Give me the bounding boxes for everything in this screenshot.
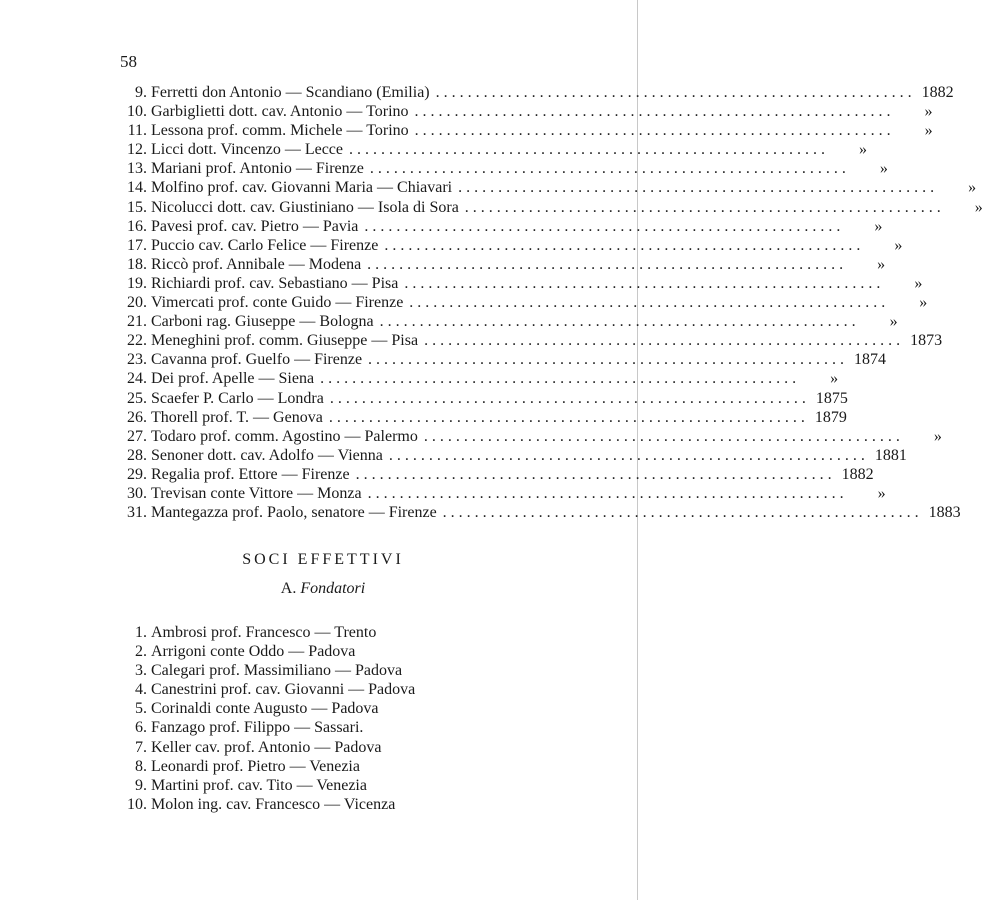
list-item — [100, 274, 923, 293]
member-entry: Calegari prof. Massimiliano — Padova — [151, 662, 403, 680]
founders-list — [100, 623, 560, 814]
list-item — [100, 757, 560, 776]
admission-year: 1883 — [928, 504, 961, 522]
member-entry: Senoner dott. cav. Adolfo — Vienna — [151, 446, 383, 464]
dot-leader: ............................................................ — [414, 122, 895, 140]
item-number: 31. — [127, 504, 147, 522]
item-number: 12. — [127, 141, 147, 159]
member-entry: Todaro prof. comm. Agostino — Palermo — [151, 427, 418, 445]
member-entry: Keller cav. prof. Antonio — Padova — [151, 738, 382, 756]
item-number: 22. — [127, 332, 147, 350]
list-item — [100, 623, 560, 642]
admission-year: » — [889, 313, 898, 331]
member-entry: Pavesi prof. cav. Pietro — Pavia — [151, 217, 359, 235]
member-entry: Martini prof. cav. Tito — Venezia — [151, 776, 367, 794]
list-item — [100, 699, 560, 718]
item-number: 9. — [135, 776, 147, 794]
item-number: 28. — [127, 446, 147, 464]
item-number: 10. — [127, 103, 147, 121]
admission-year: » — [874, 217, 883, 235]
dot-leader: ............................................................ — [369, 160, 850, 178]
admission-year: » — [919, 294, 928, 312]
list-item — [100, 121, 933, 140]
member-entry: Fanzago prof. Filippo — Sassari. — [151, 719, 364, 737]
dot-leader: ............................................................ — [414, 103, 895, 121]
item-number: 29. — [127, 465, 147, 483]
dot-leader: ............................................................ — [355, 465, 836, 483]
admission-year: » — [877, 484, 886, 502]
list-item — [100, 255, 886, 274]
subsection-name: Fondatori — [300, 580, 366, 597]
item-number: 14. — [127, 179, 147, 197]
list-item — [100, 503, 961, 522]
dot-leader: ............................................................ — [367, 255, 848, 273]
section-title: SOCI EFFETTIVI — [242, 551, 404, 568]
item-number: 1. — [135, 624, 147, 641]
list-item — [100, 408, 847, 427]
dot-leader: ............................................................ — [384, 236, 865, 254]
member-entry: Nicolucci dott. cav. Giustiniano — Isola di Sora — [151, 198, 459, 216]
dot-leader: ............................................................ — [409, 294, 890, 312]
admission-year: » — [974, 198, 983, 216]
item-number: 27. — [127, 427, 147, 445]
item-number: 6. — [135, 719, 147, 737]
dot-leader: ............................................................ — [320, 370, 801, 388]
member-entry: Mariani prof. Antonio — Firenze — [151, 160, 364, 178]
item-number: 23. — [127, 351, 147, 369]
subsection-letter: A. — [280, 580, 297, 597]
item-number: 13. — [127, 160, 147, 178]
item-number: 7. — [135, 738, 147, 756]
member-entry: Canestrini prof. cav. Giovanni — Padova — [151, 681, 416, 699]
member-entry: Molon ing. cav. Francesco — Vicenza — [151, 795, 396, 813]
item-number: 2. — [135, 643, 147, 661]
member-entry: Thorell prof. T. — Genova — [151, 408, 323, 426]
member-entry: Regalia prof. Ettore — Firenze — [151, 465, 350, 483]
item-number: 5. — [135, 700, 147, 718]
list-item — [100, 795, 560, 814]
admission-year: » — [879, 160, 888, 178]
dot-leader: ............................................................ — [379, 313, 860, 331]
admission-year: » — [933, 427, 942, 445]
admission-year: » — [924, 122, 933, 140]
member-entry: Leonardi prof. Pietro — Venezia — [151, 757, 360, 775]
dot-leader: ............................................................ — [368, 351, 849, 369]
admission-year: 1875 — [815, 389, 848, 407]
list-item — [100, 661, 560, 680]
item-number: 20. — [127, 294, 147, 312]
member-entry: Riccò prof. Annibale — Modena — [151, 255, 362, 273]
subsection-title — [0, 580, 646, 598]
member-entry: Corinaldi conte Augusto — Padova — [151, 700, 379, 718]
admission-year: 1882 — [841, 465, 874, 483]
admission-year: 1882 — [921, 84, 954, 101]
list-item — [100, 465, 874, 484]
list-item — [100, 140, 867, 159]
admission-year: » — [877, 255, 886, 273]
dot-leader: ............................................................ — [404, 274, 885, 292]
member-entry: Lessona prof. comm. Michele — Torino — [151, 122, 409, 140]
list-item — [100, 738, 560, 757]
item-number: 15. — [127, 198, 147, 216]
item-number: 4. — [135, 681, 147, 699]
member-entry: Carboni rag. Giuseppe — Bologna — [151, 313, 374, 331]
item-number: 25. — [127, 389, 147, 407]
dot-leader: ............................................................ — [329, 389, 810, 407]
admission-year: 1874 — [854, 351, 887, 369]
member-entry: Arrigoni conte Oddo — Padova — [151, 643, 356, 661]
dot-leader: ............................................................ — [364, 217, 845, 235]
list-item — [100, 198, 983, 217]
dot-leader: ............................................................ — [458, 179, 939, 197]
list-item — [100, 427, 942, 446]
list-item — [100, 102, 933, 121]
honorary-members-list — [100, 83, 983, 522]
member-entry: Scaefer P. Carlo — Londra — [151, 389, 324, 407]
dot-leader: ............................................................ — [349, 141, 829, 159]
member-entry: Licci dott. Vincenzo — Lecce — [151, 141, 343, 159]
member-entry: Meneghini prof. comm. Giuseppe — Pisa — [151, 332, 419, 350]
list-item — [100, 389, 848, 408]
item-number: 9. — [135, 84, 147, 101]
dot-leader: ............................................................ — [464, 198, 945, 216]
list-item — [100, 680, 560, 699]
member-entry: Molfino prof. cav. Giovanni Maria — Chiavari — [151, 179, 453, 197]
list-item — [100, 484, 886, 503]
item-number: 16. — [127, 217, 147, 235]
item-number: 26. — [127, 408, 147, 426]
dot-leader: ............................................................ — [328, 408, 809, 426]
list-item — [100, 446, 907, 465]
member-entry: Cavanna prof. Guelfo — Firenze — [151, 351, 363, 369]
list-item — [100, 350, 887, 369]
member-entry: Ambrosi prof. Francesco — Trento — [151, 624, 377, 641]
list-item — [100, 718, 560, 737]
item-number: 3. — [135, 662, 147, 680]
item-number: 21. — [127, 313, 147, 331]
list-item — [100, 776, 560, 795]
admission-year: » — [830, 370, 839, 388]
list-item — [100, 331, 943, 350]
member-entry: Trevisan conte Vittore — Monza — [151, 484, 362, 502]
admission-year: » — [859, 141, 867, 159]
item-number: 19. — [127, 274, 147, 292]
item-number: 8. — [135, 757, 147, 775]
admission-year: 1879 — [814, 408, 847, 426]
page-number: 58 — [120, 52, 137, 71]
list-item — [100, 236, 903, 255]
admission-year: » — [924, 103, 933, 121]
item-number: 17. — [127, 236, 147, 254]
list-item — [100, 217, 883, 236]
dot-leader: ............................................................ — [442, 504, 923, 522]
dot-leader: ............................................................ — [388, 446, 869, 464]
admission-year: » — [914, 274, 923, 292]
item-number: 11. — [127, 122, 147, 140]
member-entry: Richiardi prof. cav. Sebastiano — Pisa — [151, 274, 399, 292]
admission-year: 1881 — [874, 446, 907, 464]
member-entry: Garbiglietti dott. cav. Antonio — Torino — [151, 103, 409, 121]
dot-leader: ............................................................ — [435, 84, 916, 101]
item-number: 10. — [127, 795, 147, 813]
member-entry: Ferretti don Antonio — Scandiano (Emilia) — [151, 84, 430, 101]
list-item — [100, 369, 839, 388]
list-item — [100, 178, 977, 197]
list-item — [100, 159, 888, 178]
admission-year: » — [894, 236, 903, 254]
admission-year: » — [968, 179, 977, 197]
list-item — [100, 642, 560, 661]
list-item — [100, 312, 898, 331]
member-entry: Dei prof. Apelle — Siena — [151, 370, 315, 388]
member-entry: Puccio cav. Carlo Felice — Firenze — [151, 236, 379, 254]
list-item — [100, 83, 954, 102]
member-entry: Vimercati prof. conte Guido — Firenze — [151, 294, 404, 312]
member-entry: Mantegazza prof. Paolo, senatore — Firenze — [151, 504, 437, 522]
admission-year: 1873 — [910, 332, 943, 350]
dot-leader: ............................................................ — [423, 427, 904, 445]
dot-leader: ............................................................ — [424, 332, 905, 350]
dot-leader: ............................................................ — [367, 484, 848, 502]
list-item — [100, 293, 928, 312]
item-number: 18. — [127, 255, 147, 273]
item-number: 24. — [127, 370, 147, 388]
item-number: 30. — [127, 484, 147, 502]
